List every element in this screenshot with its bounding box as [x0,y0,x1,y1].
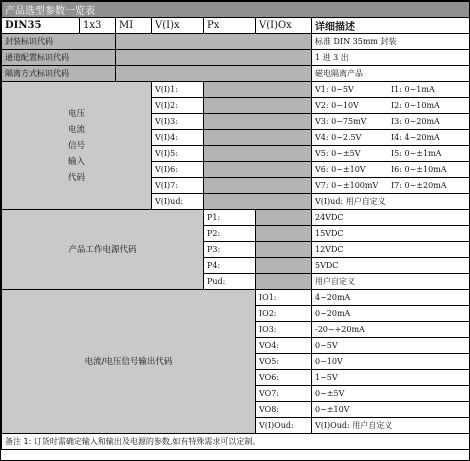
info-spacer [116,66,312,82]
current-range: I3: 0~20mA [391,117,440,126]
power-desc: 15VDC [312,226,470,242]
output-code: IO1: [256,290,312,306]
power-spacer [256,258,312,274]
input-spacer [204,98,312,114]
voltage-range: V5: 0~±5V [315,149,361,158]
power-code: P3: [204,242,256,258]
power-code-cell: Px [204,18,256,34]
title-row [2,2,470,18]
table-title: 产品选型参数一览表 [2,2,470,18]
output-desc: 0~±5V [312,386,470,402]
input-group-label [2,82,152,210]
info-label: 隔离方式标识代码 [2,66,116,82]
info-spacer [116,34,312,50]
input-desc [312,98,470,114]
output-code: VO7: [256,386,312,402]
power-desc: 用户自定义 [312,274,470,290]
output-code: VO4: [256,338,312,354]
current-range: I2: 0~10mA [391,101,440,110]
input-desc-pair [315,133,466,142]
input-desc [312,130,470,146]
input-desc [312,114,470,130]
power-code: Pud: [204,274,256,290]
input-code: V(I)7: [152,178,204,194]
voltage-range: V4: 0~2.5V [315,133,362,142]
input-desc-pair [315,117,466,126]
output-code: VO8: [256,402,312,418]
channel-code-cell: 1x3 [80,18,116,34]
header-row [2,18,470,34]
power-spacer [256,274,312,290]
input-desc-pair [315,165,466,174]
output-row [2,290,470,306]
input-spacer [204,146,312,162]
output-desc: -20~+20mA [312,322,470,338]
input-code: V(I)1: [152,82,204,98]
input-spacer [204,82,312,98]
footnote: 备注 1: 订货时需确定输入和输出及电源的参数,如有特殊需求可以定制。 [2,434,470,450]
voltage-range: V3: 0~75mV [315,117,367,126]
input-spacer [204,130,312,146]
power-spacer [256,226,312,242]
input-desc-pair [315,85,466,94]
input-desc-pair [315,149,466,158]
output-code-cell: V(I)Ox [256,18,312,34]
info-value: 磁电隔离产品 [312,66,470,82]
voltage-range: V2: 0~10V [315,101,359,110]
output-desc: 0~5V [312,338,470,354]
output-code: IO3: [256,322,312,338]
input-spacer [204,178,312,194]
info-row [2,50,470,66]
current-range: I4: 4~20mA [391,133,440,142]
current-range: I5: 0~±1mA [391,149,442,158]
input-label-line: 电流 [67,124,85,135]
description-header: 详细描述 [312,18,470,34]
power-group-label: 产品工作电源代码 [2,210,204,290]
output-desc: 0~20mA [312,306,470,322]
info-row [2,34,470,50]
output-desc: 4~20mA [312,290,470,306]
model-cell: DIN35 [2,18,80,34]
info-value: 1 进 3 出 [312,50,470,66]
input-code: V(I)6: [152,162,204,178]
input-spacer [204,162,312,178]
input-desc [312,146,470,162]
info-value: 标准 DIN 35mm 封装 [312,34,470,50]
input-spacer [204,194,312,210]
input-label-line: 信号 [67,140,85,151]
power-code: P4: [204,258,256,274]
input-code: V(I)ud: [152,194,204,210]
current-range: I1: 0~1mA [391,85,435,94]
info-label: 通道配置标识代码 [2,50,116,66]
power-code: P1: [204,210,256,226]
voltage-range: V1: 0~5V [315,85,354,94]
power-row [2,210,470,226]
current-range: I7: 0~±20mA [391,181,447,190]
output-code: V(I)Oud: [256,418,312,434]
input-code: V(I)4: [152,130,204,146]
input-desc-pair [315,181,466,190]
output-desc: 1~5V [312,370,470,386]
power-desc: 12VDC [312,242,470,258]
input-spacer [204,114,312,130]
input-desc [312,82,470,98]
input-label-line: 输入 [67,156,85,167]
footnote-row [2,434,470,450]
input-row [2,82,470,98]
info-spacer [116,50,312,66]
input-label-line: 电压 [67,108,85,119]
output-desc: 0~10V [312,354,470,370]
output-code: VO6: [256,370,312,386]
input-label-line: 代码 [67,172,85,183]
input-desc-pair [315,101,466,110]
voltage-range: V6: 0~±10V [315,165,366,174]
selection-table [1,1,470,450]
input-code: V(I)2: [152,98,204,114]
input-desc: V(I)ud: 用户自定义 [312,194,470,210]
power-spacer [256,210,312,226]
power-code: P2: [204,226,256,242]
info-row [2,66,470,82]
input-desc [312,178,470,194]
output-desc: V(I)Oud: 用户自定义 [312,418,470,434]
voltage-range: V7: 0~±100mV [315,181,379,190]
input-code: V(I)5: [152,146,204,162]
power-desc: 24VDC [312,210,470,226]
current-range: I6: 0~±10mA [391,165,447,174]
power-spacer [256,242,312,258]
info-label: 封装标识代码 [2,34,116,50]
output-code: VO5: [256,354,312,370]
output-code: IO2: [256,306,312,322]
power-desc: 5VDC [312,258,470,274]
output-desc: 0~±10V [312,402,470,418]
input-code-cell: V(I)x [152,18,204,34]
output-group-label: 电流/电压信号输出代码 [2,290,256,434]
input-desc [312,162,470,178]
isolation-code-cell: MI [116,18,152,34]
input-code: V(I)3: [152,114,204,130]
